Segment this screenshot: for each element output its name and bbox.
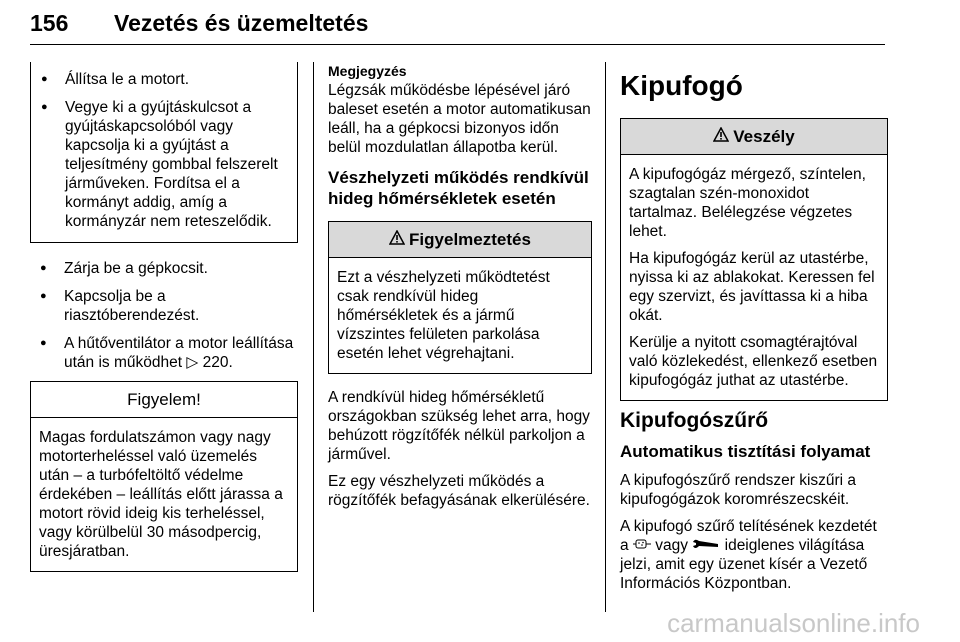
list-item: ● Kapcsolja be a riasztóberendezést. [30,287,298,325]
column-3 [620,62,888,601]
steps-box [30,62,298,243]
attention-title: Figyelem! [31,382,297,418]
paragraph: A kipufogószűrő rendszer kiszűri a kipufogógázok koromrészecskéit. [620,472,857,508]
attention-text [31,418,297,571]
bullet-list [30,259,298,372]
main-heading: Kipufogó [620,70,743,101]
subsection-heading: Automatikus tisztítási folyamat [620,442,871,461]
list-item: ● Zárja be a gépkocsit. [30,259,298,278]
watermark: carmanualsonline.info [667,608,920,638]
paragraph: A rendkívül hideg hőmérsékletű országokban szükség lehet arra, hogy behúzott rögzítőfék nélkül parkoljon a járművel. [328,389,590,463]
column-divider [605,62,606,612]
danger-paragraph: A kipufogógáz mérgező, színtelen, szagtalan szén-monoxidot tartalmaz. Belélegzése végzetes lehet. [629,166,866,240]
warning-body [329,258,591,373]
note-title: Megjegyzés [328,63,407,79]
danger-paragraph: Ha kipufogógáz kerül az utastérbe, nyissa ki az ablakokat. Keressen fel egy szervizt, és javíttassa ki a hiba okát. [629,250,875,324]
service-wrench-icon [692,536,720,555]
column-1 [30,62,298,572]
danger-body [621,155,887,400]
attention-box [30,381,298,572]
warning-title: Figyelmeztetés [409,230,531,249]
list-item: ● A hűtőventilátor a motor leállítása után is működhet ▷ 220. [30,334,298,372]
body-text [328,388,592,510]
section-subheading: Vészhelyzeti működés rendkívül hideg hőmérsékletek esetén [328,168,589,208]
page-title: Vezetés és üzemeltetés [114,10,369,36]
danger-box [620,118,888,401]
list-item: ● Vegye ki a gyújtáskulcsot a gyújtáskapcsolóból vagy kapcsolja ki a gyújtást a teljesítmény gombbal felszerelt járműveken. Fordítsa el a kormányt addig, amíg a kormányzár nem reteszelődik. [31,98,289,231]
warning-header [329,222,591,258]
warning-box [328,221,592,374]
column-2 [328,62,592,518]
attention-paragraph: Magas fordulatszámon vagy nagy motorterheléssel való üzemelés után – a turbófeltöltő védelme érdekében – leállítás előtt járassa a motort rövid ideig kis terheléssel, vagy körülbelül 30 másodpercig, üresjáratban. [39,429,283,560]
text-run: ideiglenes világítása jelzi, amit egy üzenet kísér a Vezető Információs Központban. [620,537,868,592]
paragraph: Ez egy vészhelyzeti működés a rögzítőfék befagyásának elkerülésére. [328,473,590,509]
section-heading: Kipufogószűrő [620,409,769,432]
danger-header [621,119,887,155]
exhaust-filter-icon [633,536,651,555]
list-item: ● Állítsa le a motort. [31,70,289,89]
warning-triangle-icon [389,230,405,250]
danger-paragraph: Kerülje a nyitott csomagtérajtóval való közlekedést, ellenkező esetben kipufogógáz juthat az utastérbe. [629,334,878,389]
danger-title: Veszély [733,127,795,146]
note-text: Légzsák működésbe lépésével járó baleset esetén a motor automatikusan leáll, ha a gépkocsi bizonyos időn belül mozdulatlan állapotba kerül. [328,82,591,156]
text-run: vagy [655,537,688,554]
steps-list [31,70,289,231]
warning-triangle-icon [713,127,729,147]
warning-text: Ezt a vészhelyzeti működtetést csak rendkívül hideg hőmérsékletek és a jármű vízszintes felületen parkolása esetén lehet végrehajtani. [337,269,550,362]
page-number: 156 [30,10,69,36]
text-run: A kipufogó szűrő telítésének kezdetét a [620,518,877,554]
page-header [30,6,885,45]
paragraph [620,517,888,593]
column-divider [313,62,314,612]
